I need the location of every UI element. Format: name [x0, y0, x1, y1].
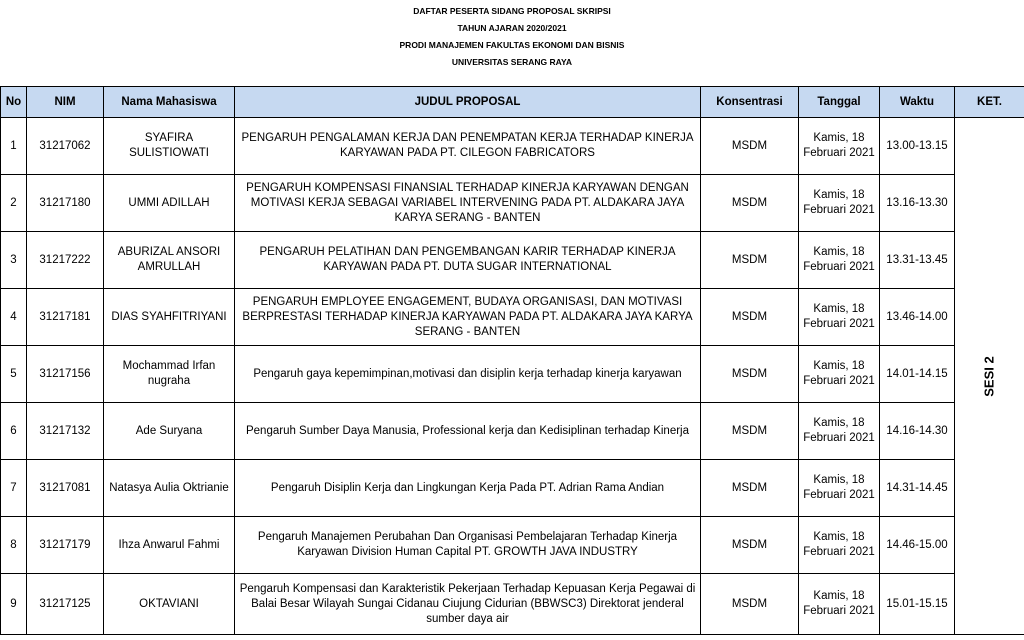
- cell-judul: PENGARUH PENGALAMAN KERJA DAN PENEMPATAN KERJA TERHADAP KINERJA KARYAWAN PADA PT. CILEGON FABRICATORS: [235, 118, 701, 175]
- cell-no: 6: [1, 403, 27, 460]
- column-header-judul: JUDUL PROPOSAL: [235, 87, 701, 118]
- cell-nama: SYAFIRA SULISTIOWATI: [104, 118, 235, 175]
- table-row: [1, 517, 1024, 574]
- cell-judul: Pengaruh Disiplin Kerja dan Lingkungan Kerja Pada PT. Adrian Rama Andian: [235, 460, 701, 517]
- cell-konsentrasi: MSDM: [701, 346, 799, 403]
- session-label: SESI 2: [982, 355, 997, 397]
- column-header-no: No: [1, 87, 27, 118]
- table-row: [1, 403, 1024, 460]
- cell-tanggal: Kamis, 18 Februari 2021: [799, 517, 880, 574]
- cell-konsentrasi: MSDM: [701, 118, 799, 175]
- cell-judul: Pengaruh Manajemen Perubahan Dan Organisasi Pembelajaran Terhadap Kinerja Karyawan Division Human Capital PT. GROWTH JAVA INDUSTRY: [235, 517, 701, 574]
- cell-judul: Pengaruh Kompensasi dan Karakteristik Pekerjaan Terhadap Kepuasan Kerja Pegawai di Balai Besar Wilayah Sungai Cidanau Ciujung Cidurian (BBWSC3) Direktorat jenderal sumber daya air: [235, 574, 701, 635]
- cell-waktu: 13.46-14.00: [880, 289, 955, 346]
- cell-waktu: 13.16-13.30: [880, 175, 955, 232]
- table-row: [1, 574, 1024, 635]
- column-header-ket: KET.: [955, 87, 1024, 118]
- cell-konsentrasi: MSDM: [701, 403, 799, 460]
- cell-nama: Natasya Aulia Oktrianie: [104, 460, 235, 517]
- table-row: [1, 289, 1024, 346]
- cell-waktu: 14.01-14.15: [880, 346, 955, 403]
- cell-tanggal: Kamis, 18 Februari 2021: [799, 460, 880, 517]
- cell-waktu: 13.31-13.45: [880, 232, 955, 289]
- cell-nama: DIAS SYAHFITRIYANI: [104, 289, 235, 346]
- column-header-tanggal: Tanggal: [799, 87, 880, 118]
- cell-no: 3: [1, 232, 27, 289]
- cell-nim: 31217132: [27, 403, 104, 460]
- cell-nim: 31217125: [27, 574, 104, 635]
- column-header-konsentrasi: Konsentrasi: [701, 87, 799, 118]
- cell-nama: Ihza Anwarul Fahmi: [104, 517, 235, 574]
- document-header: [0, 0, 1024, 86]
- header-academic-year: TAHUN AJARAN 2020/2021: [457, 23, 567, 33]
- cell-nama: ABURIZAL ANSORI AMRULLAH: [104, 232, 235, 289]
- cell-nim: 31217222: [27, 232, 104, 289]
- table-row: [1, 175, 1024, 232]
- cell-judul: PENGARUH KOMPENSASI FINANSIAL TERHADAP KINERJA KARYAWAN DENGAN MOTIVASI KERJA SEBAGAI VARIABEL INTERVENING PADA PT. ALDAKARA JAYA KARYA SERANG - BANTEN: [235, 175, 701, 232]
- header-program: PRODI MANAJEMEN FAKULTAS EKONOMI DAN BISNIS: [399, 40, 625, 50]
- table-body: [1, 118, 1024, 635]
- cell-no: 9: [1, 574, 27, 635]
- cell-nim: 31217180: [27, 175, 104, 232]
- cell-tanggal: Kamis, 18 Februari 2021: [799, 118, 880, 175]
- cell-tanggal: Kamis, 18 Februari 2021: [799, 403, 880, 460]
- table-row: [1, 232, 1024, 289]
- cell-nim: 31217081: [27, 460, 104, 517]
- cell-no: 7: [1, 460, 27, 517]
- cell-judul: PENGARUH EMPLOYEE ENGAGEMENT, BUDAYA ORGANISASI, DAN MOTIVASI BERPRESTASI TERHADAP KINERJA KARYAWAN PADA PT. ALDAKARA JAYA KARYA SERANG - BANTEN: [235, 289, 701, 346]
- cell-no: 5: [1, 346, 27, 403]
- cell-konsentrasi: MSDM: [701, 460, 799, 517]
- table-row: [1, 118, 1024, 175]
- cell-konsentrasi: MSDM: [701, 175, 799, 232]
- cell-waktu: 14.31-14.45: [880, 460, 955, 517]
- cell-nama: Mochammad Irfan nugraha: [104, 346, 235, 403]
- cell-konsentrasi: MSDM: [701, 517, 799, 574]
- cell-nim: 31217062: [27, 118, 104, 175]
- cell-waktu: 14.46-15.00: [880, 517, 955, 574]
- participants-table: [0, 86, 1024, 635]
- cell-nama: UMMI ADILLAH: [104, 175, 235, 232]
- cell-nama: OKTAVIANI: [104, 574, 235, 635]
- cell-tanggal: Kamis, 18 Februari 2021: [799, 175, 880, 232]
- header-title: DAFTAR PESERTA SIDANG PROPOSAL SKRIPSI: [413, 6, 611, 16]
- cell-no: 2: [1, 175, 27, 232]
- header-university: UNIVERSITAS SERANG RAYA: [451, 57, 573, 67]
- cell-nim: 31217156: [27, 346, 104, 403]
- cell-tanggal: Kamis, 18 Februari 2021: [799, 346, 880, 403]
- cell-no: 8: [1, 517, 27, 574]
- cell-judul: Pengaruh Sumber Daya Manusia, Professional kerja dan Kedisiplinan terhadap Kinerja: [235, 403, 701, 460]
- column-header-nim: NIM: [27, 87, 104, 118]
- cell-konsentrasi: MSDM: [701, 289, 799, 346]
- table-row: [1, 460, 1024, 517]
- cell-judul: Pengaruh gaya kepemimpinan,motivasi dan disiplin kerja terhadap kinerja karyawan: [235, 346, 701, 403]
- column-header-waktu: Waktu: [880, 87, 955, 118]
- cell-no: 4: [1, 289, 27, 346]
- cell-nim: 31217179: [27, 517, 104, 574]
- cell-konsentrasi: MSDM: [701, 574, 799, 635]
- cell-judul: PENGARUH PELATIHAN DAN PENGEMBANGAN KARIR TERHADAP KINERJA KARYAWAN PADA PT. DUTA SUGAR INTERNATIONAL: [235, 232, 701, 289]
- table-header-row: [1, 87, 1024, 118]
- cell-tanggal: Kamis, 18 Februari 2021: [799, 232, 880, 289]
- cell-konsentrasi: MSDM: [701, 232, 799, 289]
- cell-waktu: 15.01-15.15: [880, 574, 955, 635]
- cell-waktu: 14.16-14.30: [880, 403, 955, 460]
- cell-nama: Ade Suryana: [104, 403, 235, 460]
- cell-ket-session: [955, 118, 1024, 635]
- cell-waktu: 13.00-13.15: [880, 118, 955, 175]
- cell-no: 1: [1, 118, 27, 175]
- table-row: [1, 346, 1024, 403]
- cell-nim: 31217181: [27, 289, 104, 346]
- column-header-nama: Nama Mahasiswa: [104, 87, 235, 118]
- cell-tanggal: Kamis, 18 Februari 2021: [799, 289, 880, 346]
- cell-tanggal: Kamis, 18 Februari 2021: [799, 574, 880, 635]
